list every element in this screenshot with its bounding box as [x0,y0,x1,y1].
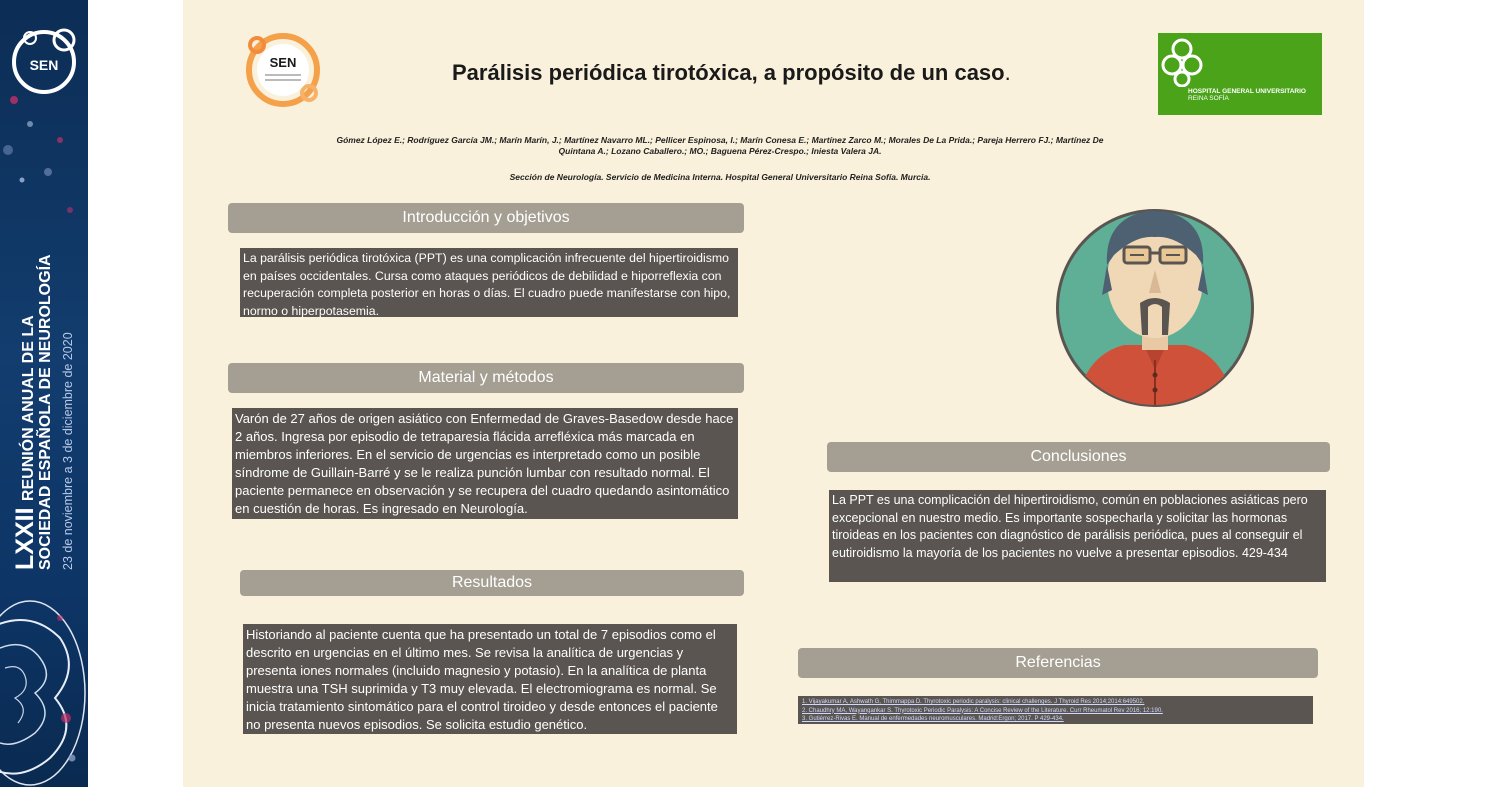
reference-item[interactable]: 3. Gutiérrez-Rivas E. Manual de enfermedades neuromusculares. Madrid:Ergon; 2017. P 429-434. [802,716,1064,722]
congress-line-2: SOCIEDAD ESPAÑOLA DE NEUROLOGÍA [37,254,54,570]
svg-text:SEN: SEN [29,57,59,73]
section-heading-intro: Introducción y objetivos [228,203,744,233]
congress-line-1: REUNIÓN ANUAL DE LA [20,315,37,502]
reference-item[interactable]: 1. Vijayakumar A, Ashwath G, Thimmappa D. Thyrotoxic periodic paralysis: clinical challenges. J Thyroid Res 2014;2014:649502. [802,699,1145,705]
section-heading-conclusions: Conclusiones [827,442,1330,472]
poster-title-suffix: . [1004,60,1011,85]
hospital-logo [1158,33,1322,115]
references-list [798,696,1313,724]
poster-title [452,60,1011,86]
hospital-emblem-icon [1160,37,1204,87]
reference-item[interactable]: 2. Chaudhry MA, Wayangankar S. Thyrotoxic Periodic Paralysis: A Concise Review of the Literature. Curr Rheumatol Rev 2016; 12:190. [802,707,1163,714]
congress-dates: 23 de noviembre a 3 de diciembre de 2020 [61,332,75,570]
authors-list: Gómez López E.; Rodríguez García JM.; Marín Marín, J.; Martínez Navarro ML.; Pellicer Espinosa, I.; Marín Conesa E.; Martínez Zarco M.; Morales De La Prida.; Pareja Herrero FJ.; Martínez De Quintana A.; Lozano Caballero.; MO.; Baguena Pérez-Crespo.; Iniesta Valera JA. [336,135,1104,156]
hospital-name: HOSPITAL GENERAL UNIVERSITARIO [1188,88,1306,95]
affiliation: Sección de Neurología. Servicio de Medicina Interna. Hospital General Universitario Reina Sofía. Murcia. [509,172,931,182]
section-heading-results: Resultados [240,570,744,596]
brain-illustration [0,598,88,787]
section-heading-methods: Material y métodos [228,363,744,393]
section-body-conclusions: La PPT es una complicación del hipertiroidismo, común en poblaciones asiáticas pero excepcional en nuestro medio. Es importante sospecharla y solicitar las hormonas tiroideas en los pacientes con diagnóstico de parálisis periódica, pues al conseguir el eutiroidismo la mayoría de los pacientes no vuelve a presentar episodios. 429-434 [829,490,1326,582]
poster-title-text: Parálisis periódica tirotóxica, a propósito de un caso [452,60,1005,85]
congress-edition: LXXII [11,507,39,570]
hospital-subname: REINA SOFÍA [1188,95,1229,102]
section-body-intro: La parálisis periódica tirotóxica (PPT) es una complicación infrecuente del hipertiroidismo en países occidentales. Cursa como ataques periódicos de debilidad e hiporreflexia con recuperación completa posterior en horas o días. El cuadro puede manifestarse con hipo, normo o hiperpotasemia. [240,248,738,317]
patient-avatar-illustration [1054,195,1256,410]
congress-sidebar [0,0,88,787]
section-body-results: Historiando al paciente cuenta que ha presentado un total de 7 episodios como el descrito en urgencias en el último mes. Se revisa la analítica de urgencias y presenta iones normales (incluido magnesio y potasio). En la analítica de planta muestra una TSH suprimida y T3 muy elevada. El electromiograma es normal. Se inicia tratamiento sintomático para el control tiroideo y desde entonces el paciente no presenta nuevos episodios. Se solicita estudio genético. [243,624,737,734]
sen-logo [237,31,329,109]
section-heading-references: Referencias [798,648,1318,678]
section-body-methods: Varón de 27 años de origen asiático con Enfermedad de Graves-Basedow desde hace 2 años. Ingresa por episodio de tetraparesia flácida arrefléxica más marcada en miembros inferiores. En el servicio de urgencias es interpretado como un posible síndrome de Guillain-Barré y se le realiza punción lumbar con resultado normal. El paciente permanece en observación y se recupera del cuadro quedando asintomático en cuestión de horas. Es ingresado en Neurología. [232,408,738,519]
svg-text:SEN: SEN [269,55,297,70]
